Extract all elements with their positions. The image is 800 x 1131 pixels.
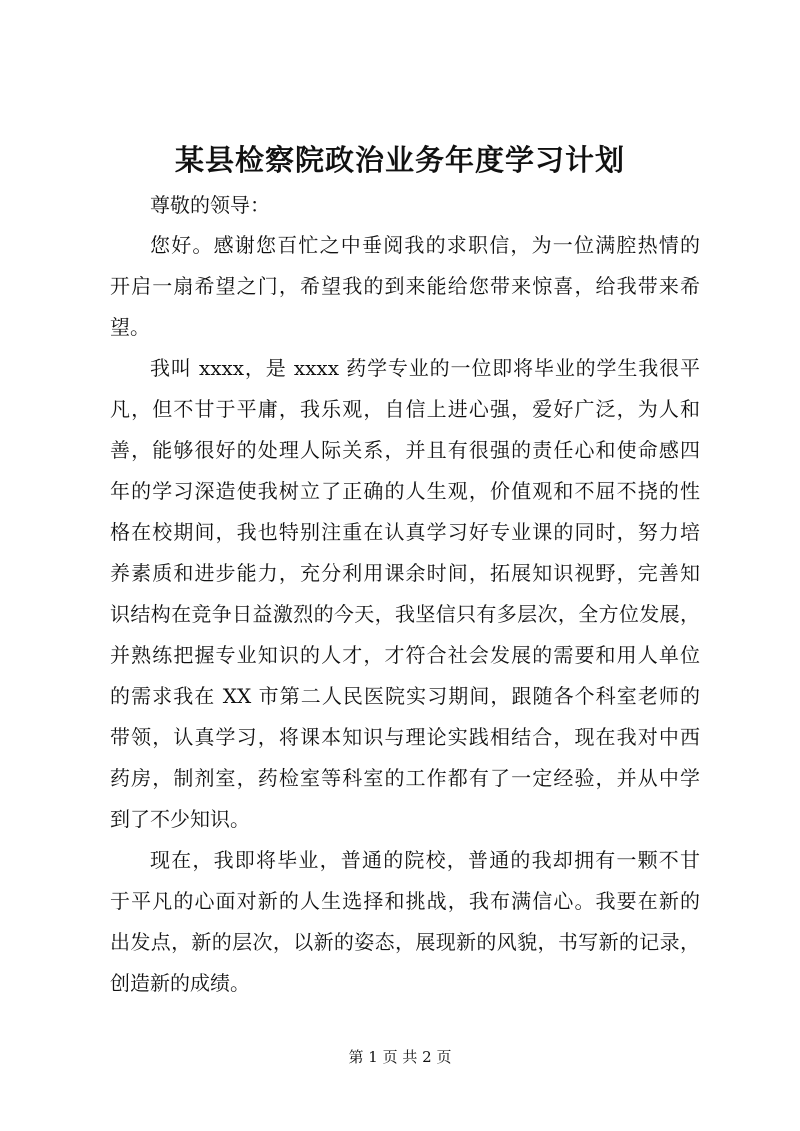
paragraph-line: 养素质和进步能力，充分利用课余时间，拓展知识视野，完善知 bbox=[110, 561, 700, 585]
paragraph-line: 格在校期间，我也特别注重在认真学习好专业课的同时，努力培 bbox=[110, 520, 700, 544]
paragraph-line: 开启一扇希望之门，希望我的到来能给您带来惊喜，给我带来希 bbox=[110, 274, 700, 298]
paragraph-line: 到了不少知识。 bbox=[110, 807, 250, 831]
paragraph-line: 我叫 xxxx，是 xxxx 药学专业的一位即将毕业的学生我很平 bbox=[150, 356, 700, 380]
document-title: 某县检察院政治业务年度学习计划 bbox=[174, 143, 625, 177]
paragraph-line: 识结构在竞争日益激烈的今天，我坚信只有多层次，全方位发展， bbox=[110, 602, 700, 626]
paragraph-line: 并熟练把握专业知识的人才，才符合社会发展的需要和用人单位 bbox=[110, 643, 700, 667]
paragraph-line: 望。 bbox=[110, 315, 150, 339]
paragraph-line: 于平凡的心面对新的人生选择和挑战，我布满信心。我要在新的 bbox=[110, 889, 700, 913]
page-number-footer: 第 1 页 共 2 页 bbox=[348, 1048, 452, 1066]
salutation: 尊敬的领导： bbox=[150, 193, 270, 217]
paragraph-line: 您好。感谢您百忙之中垂阅我的求职信，为一位满腔热情的 bbox=[150, 233, 700, 257]
paragraph-line: 凡，但不甘于平庸，我乐观，自信上进心强，爱好广泛，为人和 bbox=[110, 397, 700, 421]
paragraph-line: 出发点，新的层次，以新的姿态，展现新的风貌，书写新的记录， bbox=[110, 930, 700, 954]
paragraph-line: 善，能够很好的处理人际关系，并且有很强的责任心和使命感四 bbox=[110, 438, 700, 462]
paragraph-line: 药房，制剂室，药检室等科室的工作都有了一定经验，并从中学 bbox=[110, 766, 700, 790]
paragraph-line: 年的学习深造使我树立了正确的人生观，价值观和不屈不挠的性 bbox=[110, 479, 700, 503]
paragraph-line: 的需求我在 XX 市第二人民医院实习期间，跟随各个科室老师的 bbox=[110, 684, 700, 708]
paragraph-line: 现在，我即将毕业，普通的院校，普通的我却拥有一颗不甘 bbox=[150, 848, 700, 872]
paragraph-line: 带领，认真学习，将课本知识与理论实践相结合，现在我对中西 bbox=[110, 725, 700, 749]
paragraph-line: 创造新的成绩。 bbox=[110, 971, 250, 995]
